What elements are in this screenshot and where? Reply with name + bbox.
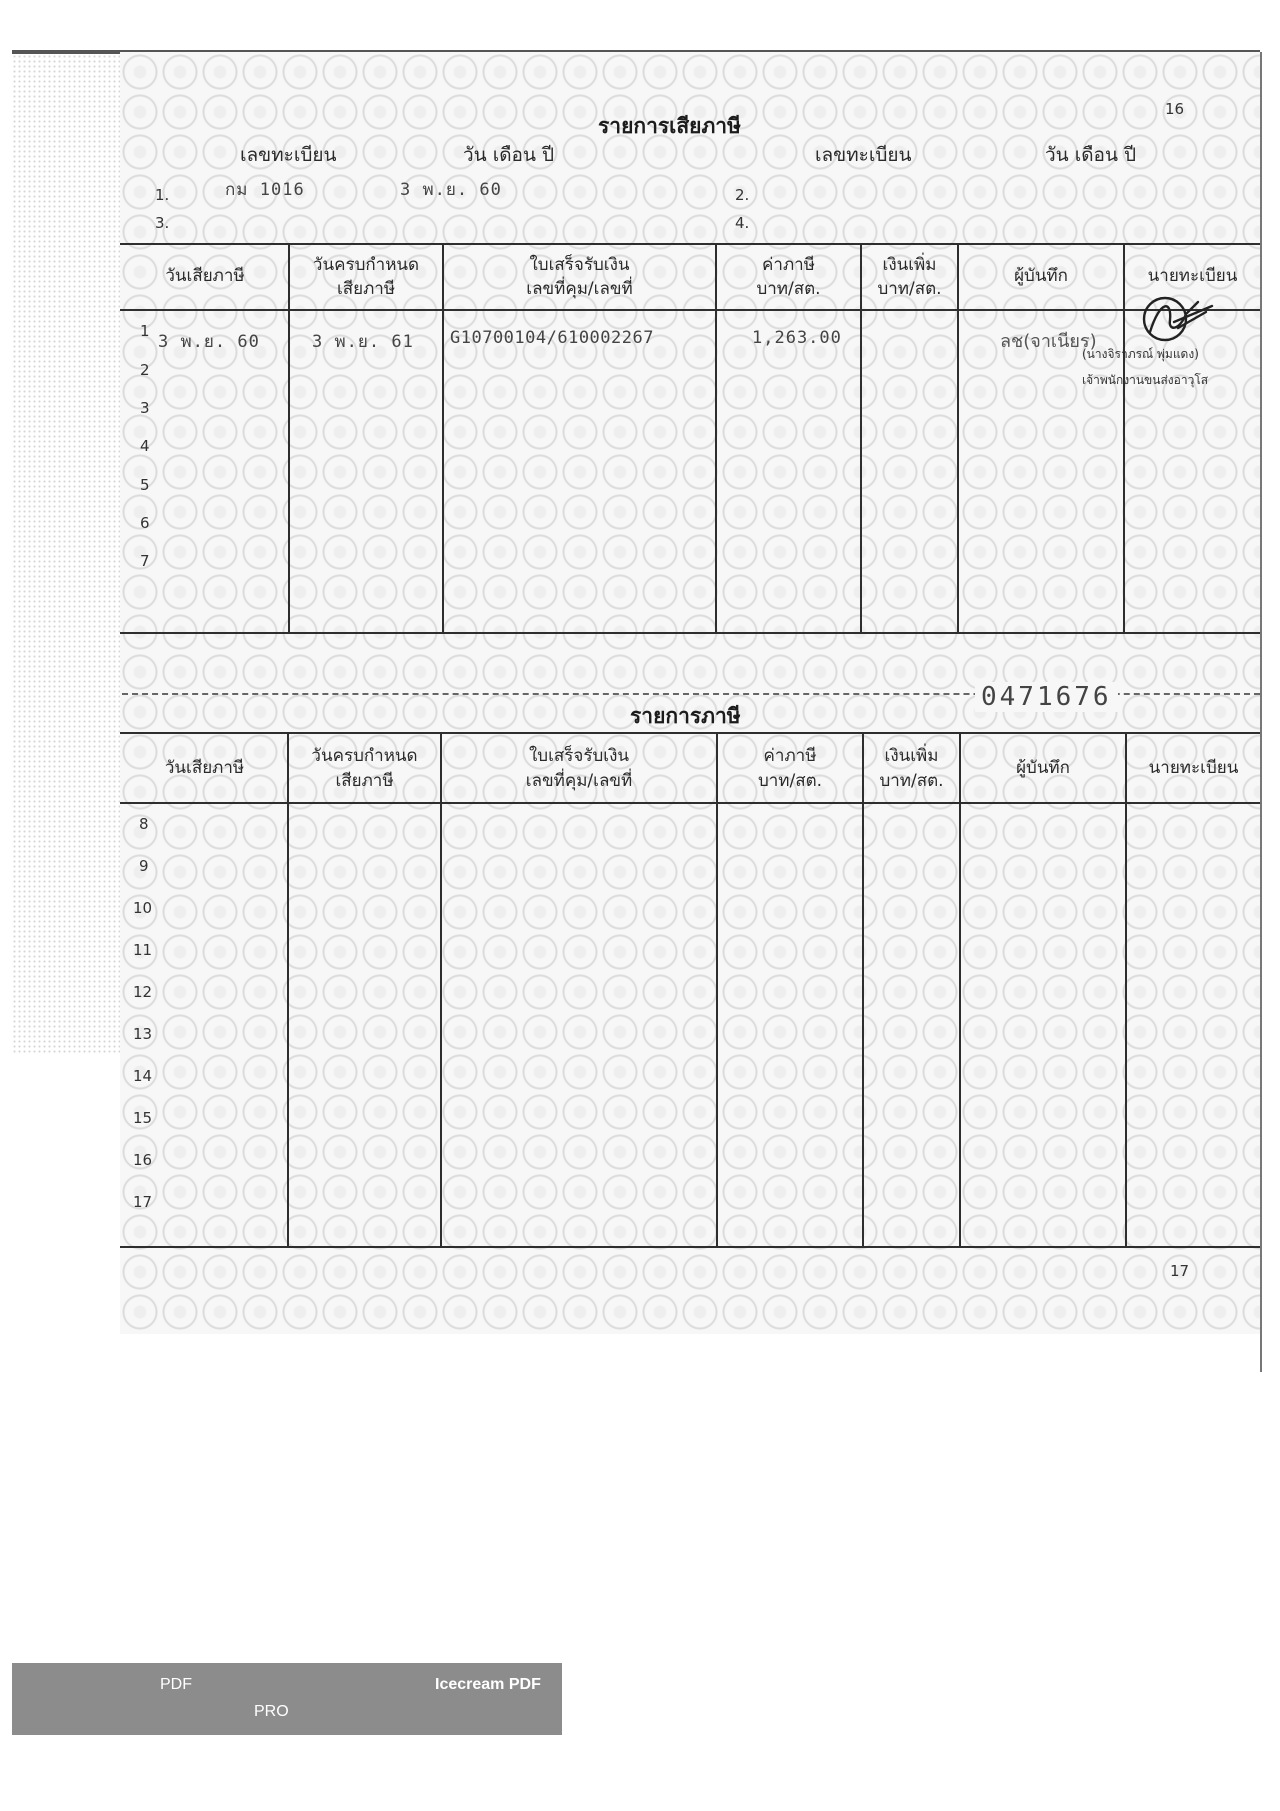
row-number: 2 [140,361,150,379]
row-number: 4 [140,437,150,455]
row-number: 13 [133,1025,153,1043]
watermark-left-text: PDF [160,1676,192,1693]
col-receipt-line1: ใบเสร็จรับเงิน [528,746,630,766]
row-number: 16 [133,1151,153,1169]
col-due-date-line2: เสียภาษี [336,279,396,299]
registration-num-4: 4. [735,214,750,232]
col-tax-line2: บาท/สต. [757,771,823,791]
row-number: 6 [140,514,150,532]
col-due-date-line1: วันครบกำหนด [312,255,420,275]
col-recorder: ผู้บันทึก [1016,758,1070,778]
registration-num-2: 2. [735,186,750,204]
serial-number: 0471676 [975,682,1118,712]
table1-col-divider [442,243,444,634]
row-number: 5 [140,476,150,494]
page-number-top: 16 [1165,100,1185,118]
col-due-date-line2: เสียภาษี [335,771,394,791]
date-label: วัน เดือน ปี [463,144,555,166]
table2-col-divider [287,732,289,1248]
col-registrar: นายทะเบียน [1148,758,1239,778]
entry-pay-date: 3 พ.ย. 60 [158,332,260,352]
table1-col-divider [288,243,290,634]
table1-top-border [120,243,1260,245]
entry-receipt: G10700104/610002267 [450,328,654,348]
row-number: 17 [133,1193,153,1211]
col-pay-date: วันเสียภาษี [164,758,245,778]
row-number: 10 [133,899,153,917]
row-number: 15 [133,1109,153,1127]
tax-list-title: รายการภาษี [630,704,741,728]
date-label-2: วัน เดือน ปี [1045,144,1137,166]
row-number: 7 [140,552,150,570]
plate-label-2: เลขทะเบียน [815,144,912,166]
officer-name: (นางจิราภรณ์ พุ่มแดง) [1082,347,1199,361]
row-number: 8 [139,815,149,833]
table2-col-divider [1125,732,1127,1248]
col-tax-line1: ค่าภาษี [762,255,815,275]
page-number-bottom: 17 [1170,1262,1190,1280]
col-extra-line1: เงินเพิ่ม [882,255,937,275]
table1-col-divider [1123,243,1125,634]
registrar-signature [1140,292,1215,344]
row-number: 14 [133,1067,153,1085]
table2-col-divider [959,732,961,1248]
row-number: 11 [133,941,153,959]
table2-bottom-border [120,1246,1260,1248]
entry-tax: 1,263.00 [752,328,842,348]
plate-label: เลขทะเบียน [240,144,337,166]
scan-noise-strip [12,54,120,1054]
table2-col-divider [440,732,442,1248]
col-extra-line2: บาท/สต. [877,279,942,299]
col-due-date-line1: วันครบกำหนด [311,746,418,766]
col-tax-line1: ค่าภาษี [763,746,817,766]
col-registrar: นายทะเบียน [1147,266,1238,286]
col-extra-line1: เงินเพิ่ม [884,746,939,766]
row-number: 9 [139,857,149,875]
entry-recorder: ลช(จาเนียร) [1000,331,1097,352]
col-receipt-line2: เลขที่คุม/เลขที่ [526,279,633,299]
entry-due-date: 3 พ.ย. 61 [312,332,414,352]
table2-col-divider [716,732,718,1248]
registration-num-3: 3. [155,214,170,232]
col-tax-line2: บาท/สต. [756,279,821,299]
table1-header-border [120,309,1260,311]
table1-col-divider [957,243,959,634]
watermark-brand-text: Icecream PDF [435,1676,541,1693]
table2-top-border [120,732,1260,734]
watermark-pro-text: PRO [254,1703,289,1720]
table2-header-border [120,802,1260,804]
table1-col-divider [715,243,717,634]
table1-col-divider [860,243,862,634]
pdf-watermark [12,1663,562,1735]
col-recorder: ผู้บันทึก [1014,266,1068,286]
row-number: 3 [140,399,150,417]
registration-plate-1: กม 1016 [225,180,305,200]
row-number: 12 [133,983,153,1001]
table2-col-divider [862,732,864,1248]
registration-num-1: 1. [155,186,170,204]
table1-bottom-border [120,632,1260,634]
col-pay-date: วันเสียภาษี [165,266,245,286]
row-number: 1 [140,322,150,340]
col-extra-line2: บาท/สต. [879,771,944,791]
col-receipt-line2: เลขที่คุม/เลขที่ [525,771,633,791]
col-receipt-line1: ใบเสร็จรับเงิน [529,255,630,275]
scan-right-edge [1260,52,1262,1372]
registration-date-1: 3 พ.ย. 60 [400,180,502,200]
tax-paid-title: รายการเสียภาษี [598,114,741,138]
officer-title: เจ้าพนักงานขนส่งอาวุโส [1082,373,1209,387]
